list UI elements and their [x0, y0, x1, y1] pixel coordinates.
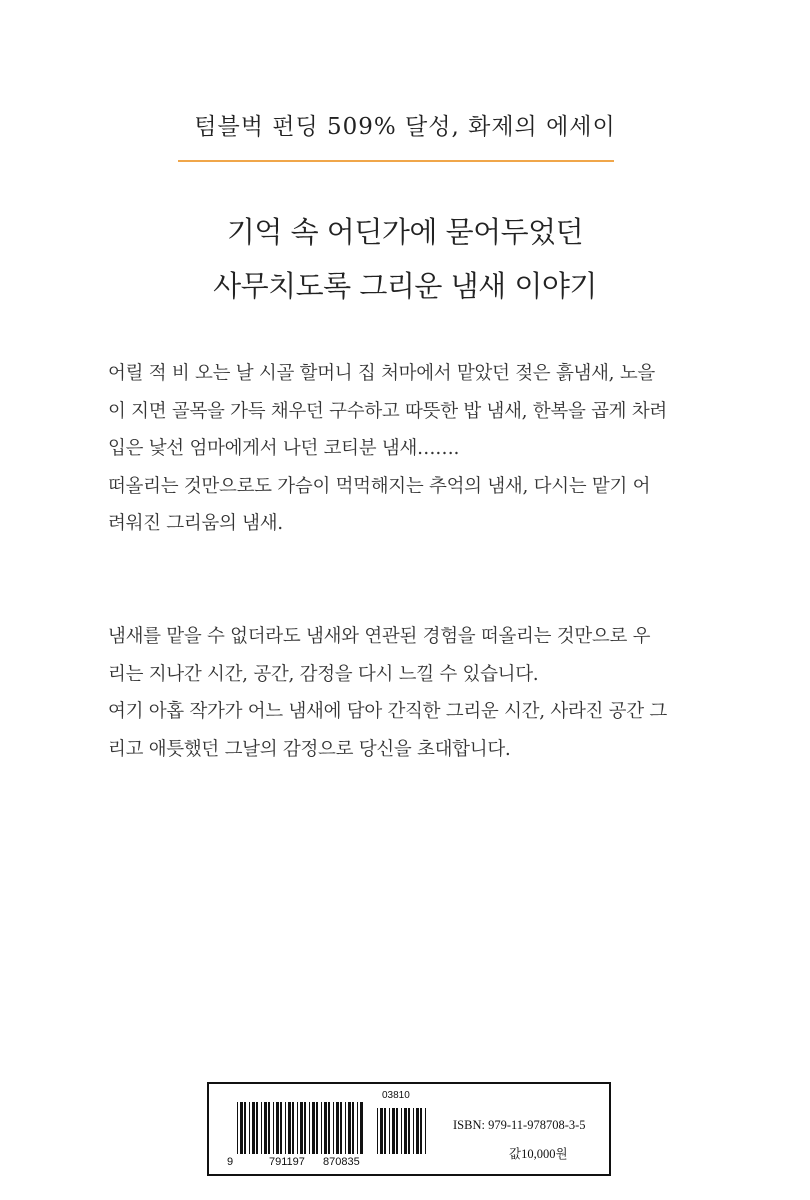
barcode-digit-prefix: 9: [227, 1156, 234, 1168]
paragraph-1: [108, 355, 698, 543]
barcode-icon: [223, 1094, 443, 1156]
paragraph-2: [108, 618, 698, 768]
subtitle-line-2: 사무치도록 그리운 냄새 이야기: [213, 269, 597, 303]
barcode-box: [207, 1082, 611, 1176]
barcode-digits-group-1: 791197: [269, 1156, 305, 1168]
headline: 텀블벅 펀딩 509% 달성, 화제의 에세이: [194, 114, 616, 140]
isbn-number: ISBN: 979-11-978708-3-5: [453, 1118, 586, 1132]
paragraph-2-line: 리고 애틋했던 그날의 감정으로 당신을 초대합니다.: [108, 738, 511, 760]
subtitle-line-1: 기억 속 어딘가에 묻어두었던: [226, 215, 584, 249]
paragraph-1-line: 이 지면 골목을 가득 채우던 구수하고 따뜻한 밥 냄새, 한복을 곱게 차려: [108, 400, 667, 422]
paragraph-2-line: 여기 아홉 작가가 어느 냄새에 담아 간직한 그리운 시간, 사라진 공간 그: [108, 701, 667, 722]
paragraph-1-line: 떠올리는 것만으로도 가슴이 먹먹해지는 추억의 냄새, 다시는 맡기 어: [108, 475, 651, 497]
paragraph-1-line: 입은 낯선 엄마에게서 나던 코티분 냄새…….: [108, 438, 460, 459]
paragraph-2-line: 리는 지나간 시간, 공간, 감정을 다시 느낄 수 있습니다.: [108, 663, 539, 685]
paragraph-1-line: 려워진 그리움의 냄새.: [108, 513, 283, 534]
paragraph-1-line: 어릴 적 비 오는 날 시골 할머니 집 처마에서 맡았던 젖은 흙냄새, 노을: [108, 363, 655, 384]
accent-divider: [178, 160, 614, 162]
price-label: 값10,000원: [509, 1147, 568, 1161]
barcode-digits-group-2: 870835: [323, 1156, 360, 1168]
addon-code: 03810: [382, 1090, 410, 1101]
paragraph-2-line: 냄새를 맡을 수 없더라도 냄새와 연관된 경험을 떠올리는 것만으로 우: [108, 626, 651, 647]
